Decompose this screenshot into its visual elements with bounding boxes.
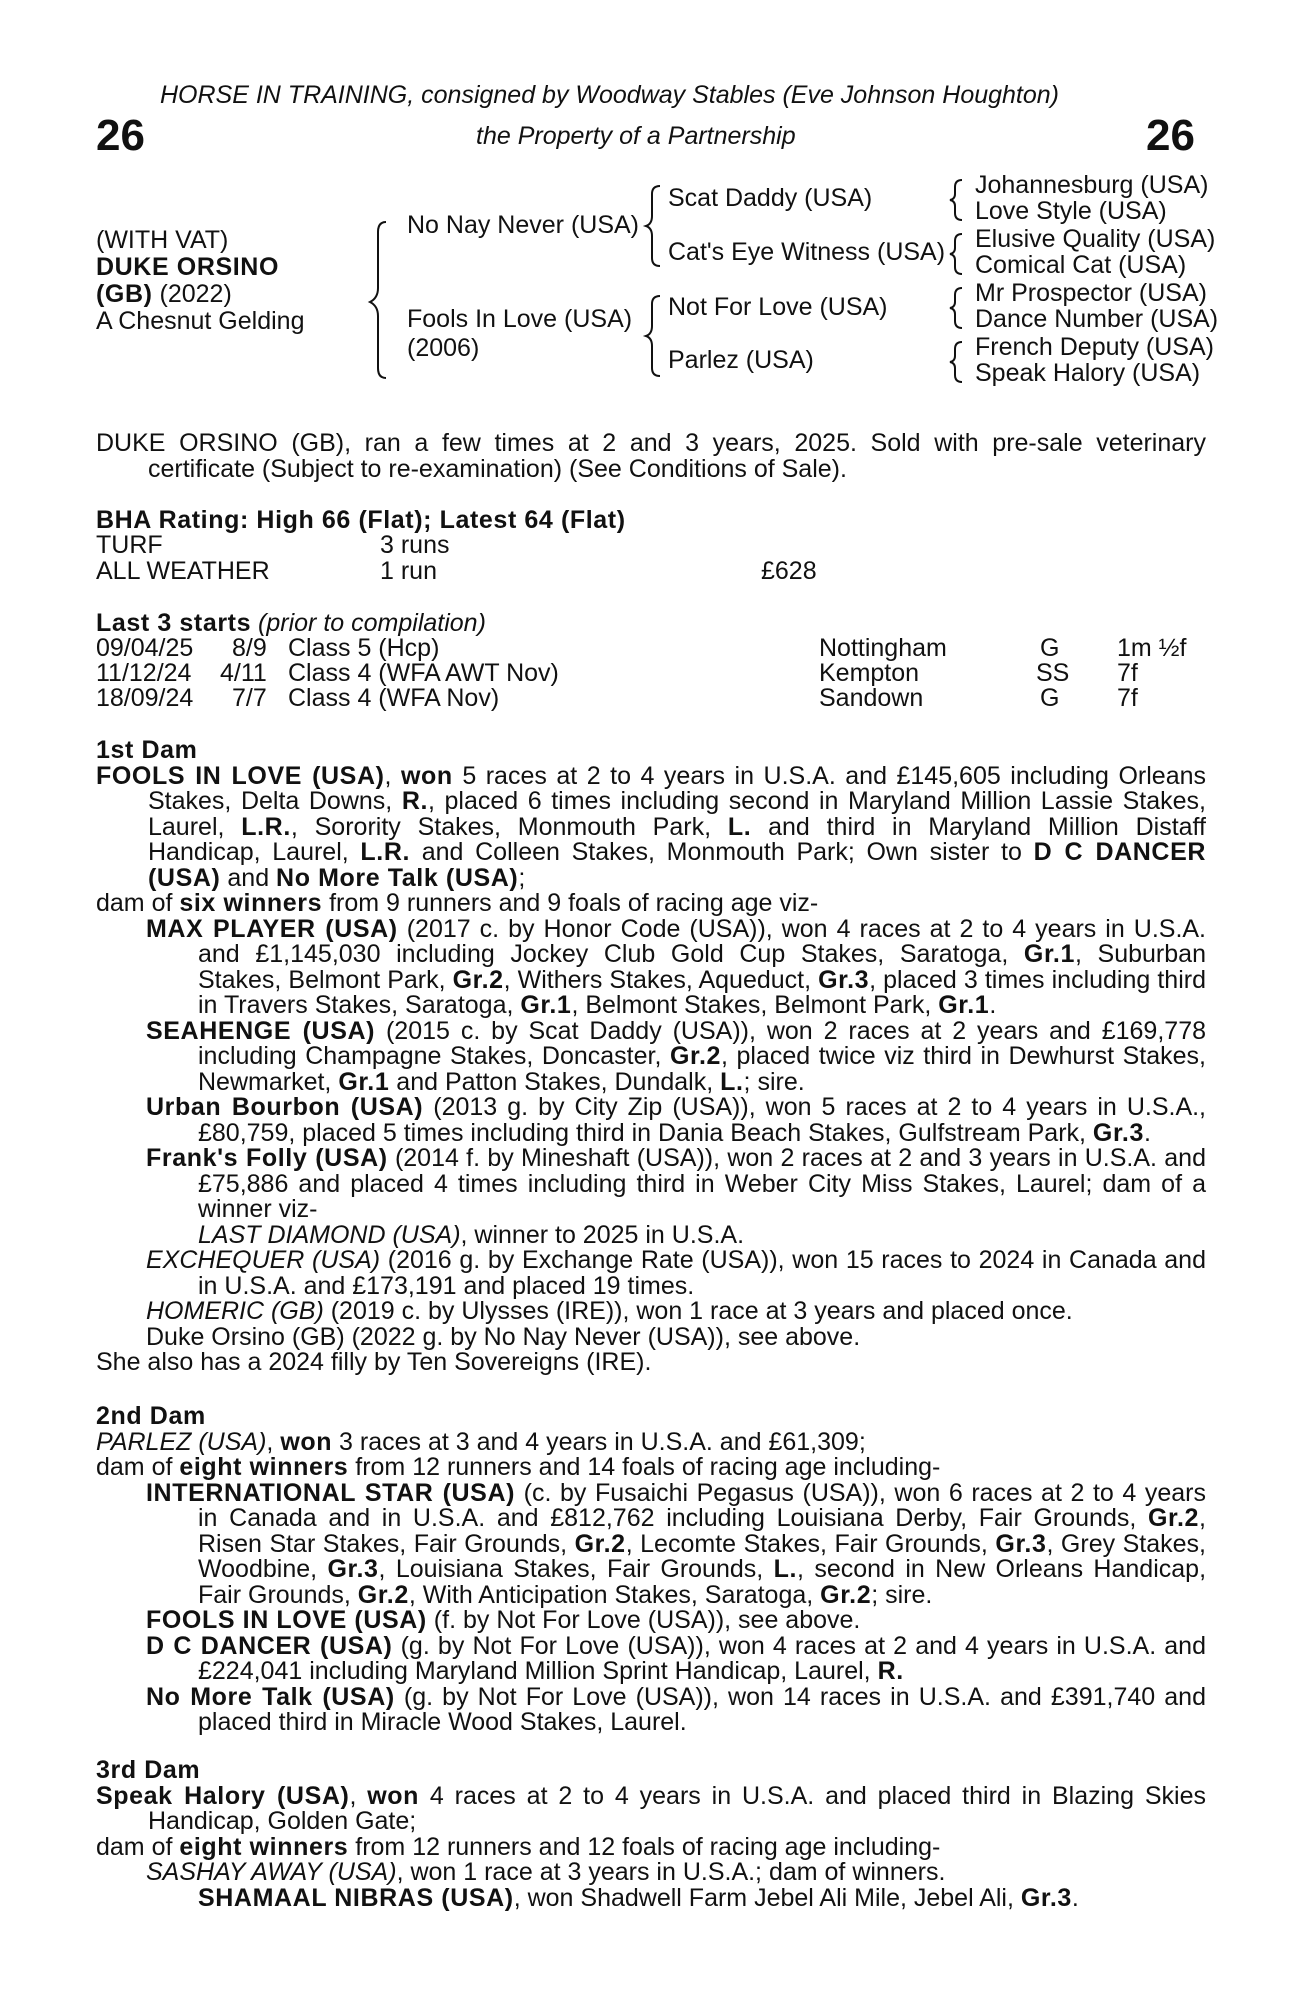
pedigree-sire-dam: Cat's Eye Witness (USA) [668,238,946,266]
produce-shamaal-nibras: SHAMAAL NIBRAS (USA), won Shadwell Farm Jebel Ali Mile, Jebel Ali, Gr.3. [198,1883,1079,1912]
horse-description: A Chesnut Gelding [96,307,305,335]
rating-row-aw-surface: ALL WEATHER [96,557,270,585]
produce-urban-bourbon: Urban Bourbon (USA) (2013 g. by City Zip (USA)), won 5 races at 2 to 4 years in U.S.A., £80,759, placed 5 times including third in Dania Beach Stakes, Gulfstream Park, Gr.3. [146,1093,1207,1147]
last-starts-heading: Last 3 starts (prior to compilation) [96,609,486,637]
rating-row-aw-runs: 1 run [380,557,437,585]
pedigree-g3-5: Mr Prospector (USA) [975,279,1207,307]
pedigree-dam: Fools In Love (USA) [407,305,633,333]
summary-text: DUKE ORSINO (GB), ran a few times at 2 and 3 years, 2025. Sold with pre-sale veterinary certificate (Subject to re-examination) (See Conditions of Sale). [96,429,1206,483]
second-dam-record: PARLEZ (USA), won 3 races at 3 and 4 years in U.S.A. and £61,309; [96,1427,866,1456]
pedigree-dam-dam: Parlez (USA) [668,346,814,374]
horse-name: DUKE ORSINO [96,253,280,281]
pedigree-g3-7: French Deputy (USA) [975,333,1214,361]
horse-origin: (GB) [96,280,153,308]
produce-last-diamond: LAST DIAMOND (USA), winner to 2025 in U.S.A. [198,1220,745,1249]
horse-year: (2022) [159,280,232,308]
produce-sashay-away: SASHAY AWAY (USA), won 1 race at 3 years in U.S.A.; dam of winners. [146,1858,946,1886]
produce-franks-folly: Frank's Folly (USA) (2014 f. by Mineshaft (USA)), won 2 races at 2 and 3 years in U.S.A. and £75,886 and placed 4 times including third in Weber City Miss Stakes, Laurel; dam of a winner viz- [146,1144,1206,1223]
third-dam-record: Speak Halory (USA), won 4 races at 2 to 4 years in U.S.A. and placed third in Blazing Skies Handicap, Golden Gate; [96,1781,1206,1835]
vat-label: (WITH VAT) [96,226,229,254]
rating-row-turf-runs: 3 runs [380,531,450,559]
first-dam-heading: 1st Dam [96,736,198,764]
produce-fools-in-love: FOOLS IN LOVE (USA) (f. by Not For Love (USA)), see above. [146,1606,861,1634]
pedigree-g3-4: Comical Cat (USA) [975,251,1187,279]
pedigree-g3-1: Johannesburg (USA) [975,171,1209,199]
produce-no-more-talk: No More Talk (USA) (g. by Not For Love (USA)), won 14 races in U.S.A. and £391,740 and placed third in Miracle Wood Stakes, Laurel. [146,1682,1206,1736]
produce-exchequer: EXCHEQUER (USA) (2016 g. by Exchange Rate (USA)), won 15 races to 2024 in Canada and in U.S.A. and £173,191 and placed 19 times. [146,1246,1206,1300]
pedigree-g3-8: Speak Halory (USA) [975,359,1201,387]
second-dam-produce-summary: dam of eight winners from 12 runners and 14 foals of racing age including- [96,1453,941,1481]
second-dam-heading: 2nd Dam [96,1402,206,1430]
pedigree-sire: No Nay Never (USA) [407,211,639,239]
first-dam-produce-summary: dam of six winners from 9 runners and 9 foals of racing age viz- [96,889,819,917]
third-dam-produce-summary: dam of eight winners from 12 runners and 12 foals of racing age including- [96,1832,941,1861]
lot-number-right: 26 [1146,111,1195,160]
pedigree-dam-sire: Not For Love (USA) [668,293,888,321]
second-dam-section [96,1404,1206,1736]
rating-row-turf-surface: TURF [96,531,163,559]
property-line: the Property of a Partnership [476,122,796,150]
summary-paragraph [96,431,1206,482]
bha-rating: BHA Rating: High 66 (Flat); Latest 64 (Flat) [96,506,626,534]
produce-2024-filly: She also has a 2024 filly by Ten Sovereigns (IRE). [96,1348,652,1376]
produce-max-player: MAX PLAYER (USA) (2017 c. by Honor Code (USA)), won 4 races at 2 to 4 years in U.S.A. and £1,145,030 including Jockey Club Gold Cup Stakes, Saratoga, Gr.1, Suburban Stakes, Belmont Park, Gr.2, Withers Stakes, Aqueduct, Gr.3, placed 3 times including third in Travers Stakes, Saratoga, Gr.1, Belmont Stakes, Belmont Park, Gr.1. [146,914,1207,1019]
first-dam-section [96,738,1206,1376]
pedigree-g3-3: Elusive Quality (USA) [975,225,1216,253]
produce-homeric: HOMERIC (GB) (2019 c. by Ulysses (IRE)), won 1 race at 3 years and placed once. [146,1297,1073,1325]
consignment-line: HORSE IN TRAINING, consigned by Woodway Stables (Eve Johnson Houghton) [160,81,1060,109]
rating-row-aw-prize: £628 [761,557,817,585]
third-dam-section [96,1758,1206,1911]
first-dam-record: FOOLS IN LOVE (USA), won 5 races at 2 to 4 years in U.S.A. and £145,605 including Orleans Stakes, Delta Downs, R., placed 6 times including second in Maryland Million Lassie Stakes, Laurel, L.R., Sorority Stakes, Monmouth Park, L. and third in Maryland Million Distaff Handicap, Laurel, L.R. and Colleen Stakes, Monmouth Park; Own sister to D C DANCER (USA) and No More Talk (USA); [96,761,1206,892]
produce-dc-dancer: D C DANCER (USA) (g. by Not For Love (USA)), won 4 races at 2 and 4 years in U.S.A. and £224,041 including Maryland Million Sprint Handicap, Laurel, R. [146,1631,1206,1685]
produce-international-star: INTERNATIONAL STAR (USA) (c. by Fusaichi Pegasus (USA)), won 6 races at 2 to 4 years in Canada and in U.S.A. and £812,762 including Louisiana Derby, Fair Grounds, Gr.2, Risen Star Stakes, Fair Grounds, Gr.2, Lecomte Stakes, Fair Grounds, Gr.3, Grey Stakes, Woodbine, Gr.3, Louisiana Stakes, Fair Grounds, L., second in New Orleans Handicap, Fair Grounds, Gr.2, With Anticipation Stakes, Saratoga, Gr.2; sire. [146,1478,1207,1609]
lot-number-left: 26 [96,111,145,160]
pedigree-g3-2: Love Style (USA) [975,197,1167,225]
pedigree-sire-sire: Scat Daddy (USA) [668,184,873,212]
produce-seahenge: SEAHENGE (USA) (2015 c. by Scat Daddy (USA)), won 2 races at 2 years and £169,778 including Champagne Stakes, Doncaster, Gr.2, placed twice viz third in Dewhurst Stakes, Newmarket, Gr.1 and Patton Stakes, Dundalk, L.; sire. [146,1016,1206,1096]
third-dam-heading: 3rd Dam [96,1756,201,1784]
produce-duke-orsino: Duke Orsino (GB) (2022 g. by No Nay Never (USA)), see above. [146,1322,861,1351]
pedigree-g3-6: Dance Number (USA) [975,305,1219,333]
pedigree-dam-year: (2006) [407,334,480,362]
